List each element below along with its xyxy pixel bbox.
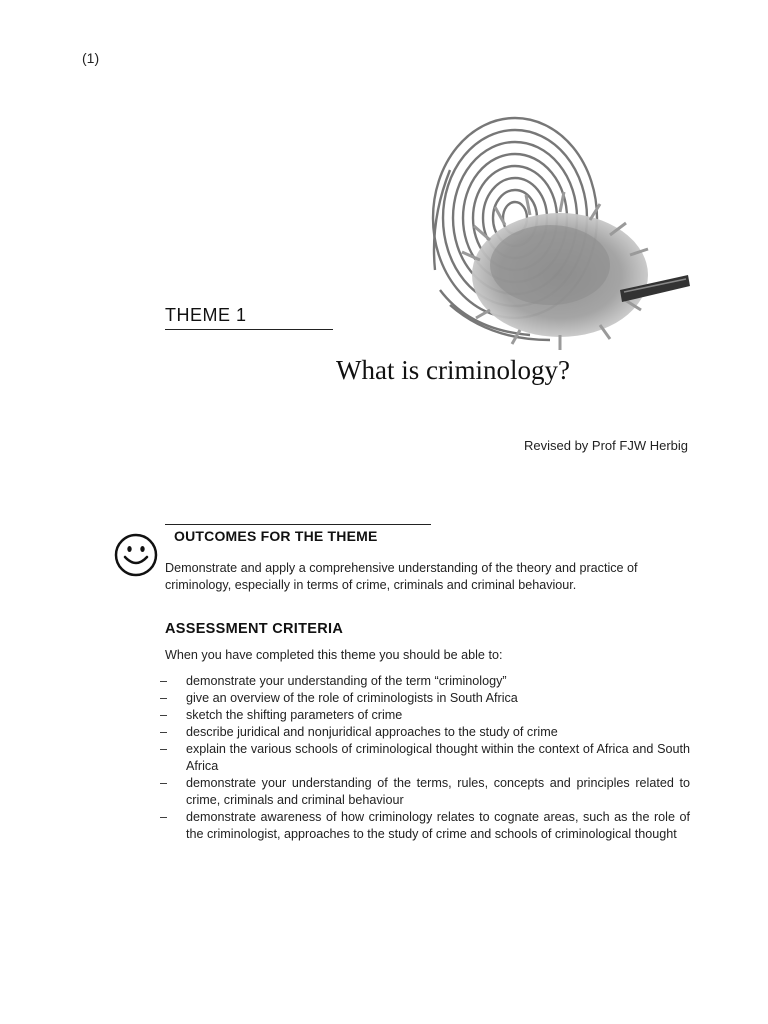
list-item xyxy=(160,707,690,724)
bullet-dash: – xyxy=(160,691,168,705)
feather-duster-icon xyxy=(462,192,690,350)
assessment-intro: When you have completed this theme you should be able to: xyxy=(165,648,503,662)
criterion-text: demonstrate awareness of how criminology relates to cognate areas, such as the role of the criminologist, approaches to the study of crime and schools of criminological thought xyxy=(186,810,690,841)
smiley-icon xyxy=(113,532,159,578)
list-item xyxy=(160,775,690,809)
theme-label: THEME 1 xyxy=(165,305,247,325)
assessment-heading: ASSESSMENT CRITERIA xyxy=(165,621,344,637)
bullet-dash: – xyxy=(160,708,168,722)
criterion-text: describe juridical and nonjuridical approaches to the study of crime xyxy=(186,725,558,739)
list-item xyxy=(160,741,690,775)
page-title: What is criminology? xyxy=(336,355,570,385)
outcomes-text: Demonstrate and apply a comprehensive understanding of the theory and practice of criminology, especially in terms of crime, criminals and criminal behaviour. xyxy=(165,561,638,592)
page-number: (1) xyxy=(82,50,100,66)
criterion-text: explain the various schools of criminological thought within the context of Africa and South Africa xyxy=(186,742,690,773)
bullet-dash: – xyxy=(160,810,168,824)
list-item xyxy=(160,809,690,843)
outcomes-heading: OUTCOMES FOR THE THEME xyxy=(174,528,378,544)
theme-divider xyxy=(165,329,333,330)
criterion-text: sketch the shifting parameters of crime xyxy=(186,708,403,722)
criterion-text: demonstrate your understanding of the terms, rules, concepts and principles related to crime, criminals and criminal behaviour xyxy=(186,776,690,807)
criterion-text: demonstrate your understanding of the term “criminology” xyxy=(186,674,507,688)
bullet-dash: – xyxy=(160,742,168,756)
illustration xyxy=(410,100,690,350)
criteria-list xyxy=(160,673,690,843)
revised-by-credit: Revised by Prof FJW Herbig xyxy=(524,438,688,453)
list-item xyxy=(160,673,690,690)
list-item xyxy=(160,690,690,707)
list-item xyxy=(160,724,690,741)
bullet-dash: – xyxy=(160,725,168,739)
bullet-dash: – xyxy=(160,776,168,790)
bullet-dash: – xyxy=(160,674,168,688)
outcomes-divider xyxy=(165,524,431,525)
criterion-text: give an overview of the role of criminologists in South Africa xyxy=(186,691,518,705)
